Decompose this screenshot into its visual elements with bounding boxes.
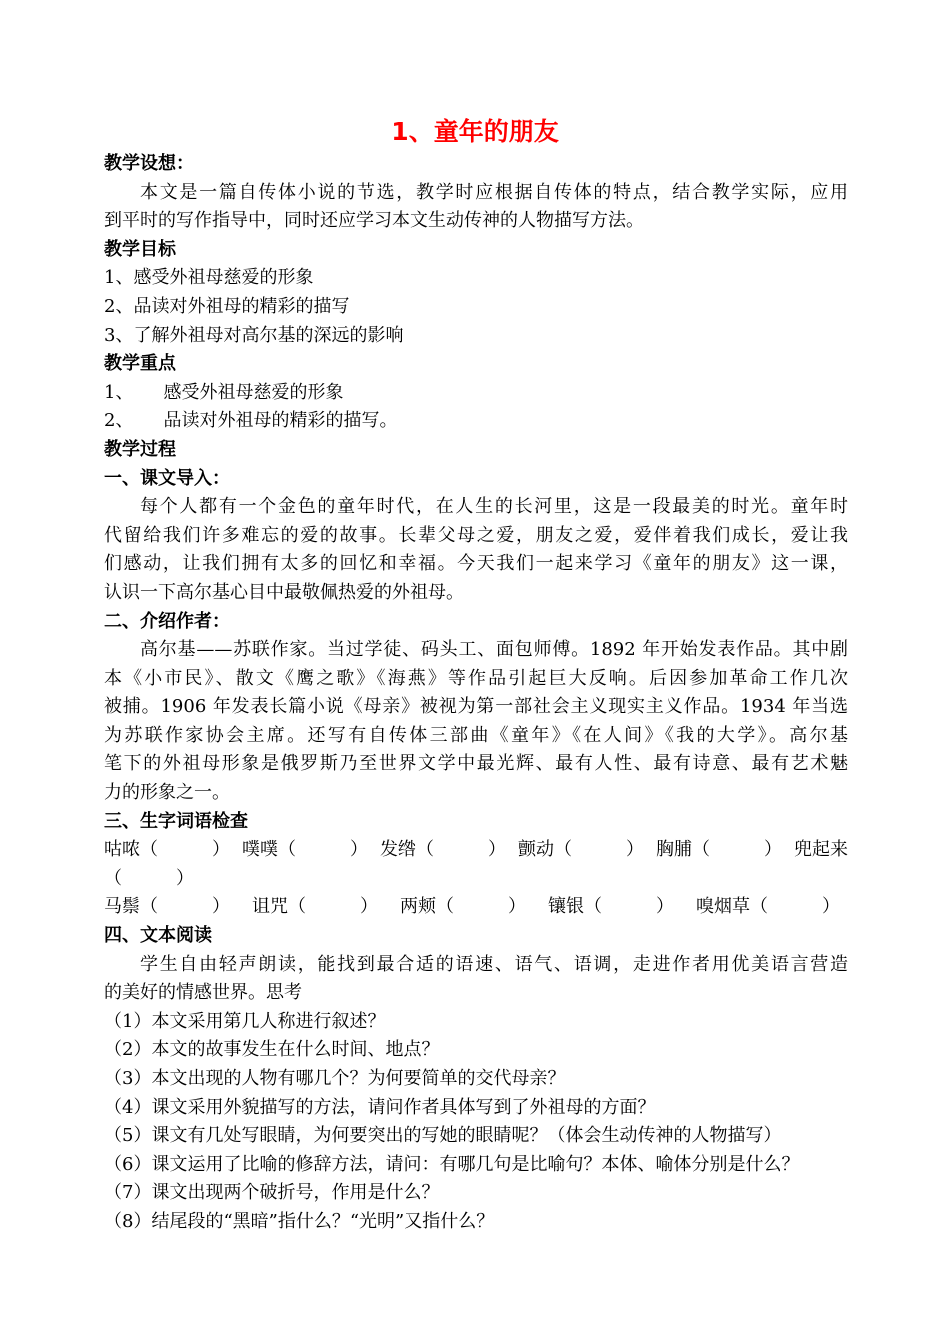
page-title: 1、童年的朋友 <box>391 117 559 146</box>
vocab-item: 发绺（ ） <box>380 839 506 861</box>
paragraph-line: 笔下的外祖母形象是俄罗斯乃至世界文学中最光辉、最有人性、最有诗意、最有艺术魅 <box>104 753 848 775</box>
question-item: （2）本文的故事发生在什么时间、地点？ <box>104 1039 440 1061</box>
paragraph-line: 们感动，让我们拥有太多的回忆和幸福。今天我们一起来学习《童年的朋友》这一课， <box>104 553 848 575</box>
paragraph-line: 到平时的写作指导中，同时还应学习本文生动传神的人物描写方法。 <box>104 210 644 232</box>
paragraph-line: 高尔基——苏联作家。当过学徒、码头工、面包师傅。1892 年开始发表作品。其中剧 <box>140 639 848 661</box>
vocab-item: 嗅烟草（ ） <box>696 896 840 918</box>
key-item-number: 1、 <box>104 381 134 403</box>
paragraph-line: 为苏联作家协会主席。还写有自传体三部曲《童年》《在人间》《我的大学》。高尔基 <box>104 724 848 746</box>
vocab-item: 噗噗（ ） <box>242 839 368 861</box>
key-item <box>104 407 848 436</box>
paragraph-line: 的美好的情感世界。思考 <box>104 982 302 1004</box>
paragraph-line: 力的形象之一。 <box>104 782 230 804</box>
paragraph-line: 代留给我们许多难忘的爱的故事。长辈父母之爱，朋友之爱，爱伴着我们成长，爱让我 <box>104 524 848 546</box>
paragraph-line: 本文是一篇自传体小说的节选，教学时应根据自传体的特点，结合教学实际，应用 <box>140 181 848 203</box>
question-item: （7）课文出现两个破折号，作用是什么？ <box>104 1182 440 1204</box>
vocab-item: 兜起来 <box>794 839 848 861</box>
goal-item: 1、感受外祖母慈爱的形象 <box>104 267 314 289</box>
vocab-item: 颤动（ ） <box>518 839 644 861</box>
vocab-item: 咕哝（ ） <box>104 839 230 861</box>
vocab-item: 诅咒（ ） <box>252 896 378 918</box>
part-heading-author: 二、介绍作者： <box>104 610 230 632</box>
question-item: （1）本文采用第几人称进行叙述？ <box>104 1010 386 1032</box>
paragraph-line: 被捕。1906 年发表长篇小说《母亲》被视为第一部社会主义现实主义作品。1934 年当选 <box>104 696 848 718</box>
paragraph-line: 学生自由轻声朗读，能找到最合适的语速、语气、语调，走进作者用优美语言营造 <box>140 953 848 975</box>
part-heading-reading: 四、文本阅读 <box>104 925 212 947</box>
question-item: （5）课文有几处写眼睛，为何要突出的写她的眼睛呢？（体会生动传神的人物描写） <box>104 1125 782 1147</box>
key-item-text: 品读对外祖母的精彩的描写。 <box>163 410 398 432</box>
section-heading-process: 教学过程 <box>104 438 176 460</box>
question-item: （3）本文出现的人物有哪几个？为何要简单的交代母亲？ <box>104 1068 566 1089</box>
vocab-row-continuation: （ ） <box>104 867 194 889</box>
question-item: （6）课文运用了比喻的修辞方法，请问：有哪几句是比喻句？本体、喻体分别是什么？ <box>104 1153 800 1175</box>
vocab-item: 两颊（ ） <box>400 896 526 918</box>
section-heading-goal: 教学目标 <box>104 238 176 260</box>
section-heading-key: 教学重点 <box>104 353 176 375</box>
key-item-text: 感受外祖母慈爱的形象 <box>163 381 344 403</box>
goal-item: 3、了解外祖母对高尔基的深远的影响 <box>104 324 404 346</box>
goal-item: 2、品读对外祖母的精彩的描写 <box>104 295 350 317</box>
vocab-item: 胸脯（ ） <box>656 839 782 861</box>
vocab-row <box>104 836 848 865</box>
section-heading-design: 教学设想： <box>104 153 194 174</box>
key-item-number: 2、 <box>104 410 134 432</box>
vocab-item: 马鬃（ ） <box>104 896 230 918</box>
question-item: （8）结尾段的“黑暗”指什么？“光明”又指什么？ <box>104 1210 495 1232</box>
paragraph-line: 本《小市民》、散文《鹰之歌》《海燕》等作品引起巨大反响。后因参加革命工作几次 <box>104 667 848 689</box>
paragraph-line: 认识一下高尔基心目中最敬佩热爱的外祖母。 <box>104 581 464 603</box>
paragraph-line: 每个人都有一个金色的童年时代，在人生的长河里，这是一段最美的时光。童年时 <box>140 496 848 518</box>
part-heading-intro: 一、课文导入： <box>104 467 230 489</box>
part-heading-vocab: 三、生字词语检查 <box>104 810 248 832</box>
document-body <box>104 150 848 1237</box>
key-item <box>104 379 848 408</box>
vocab-item: 镶银（ ） <box>548 896 674 918</box>
vocab-row <box>104 893 848 922</box>
question-item: （4）课文采用外貌描写的方法，请问作者具体写到了外祖母的方面？ <box>104 1096 656 1118</box>
